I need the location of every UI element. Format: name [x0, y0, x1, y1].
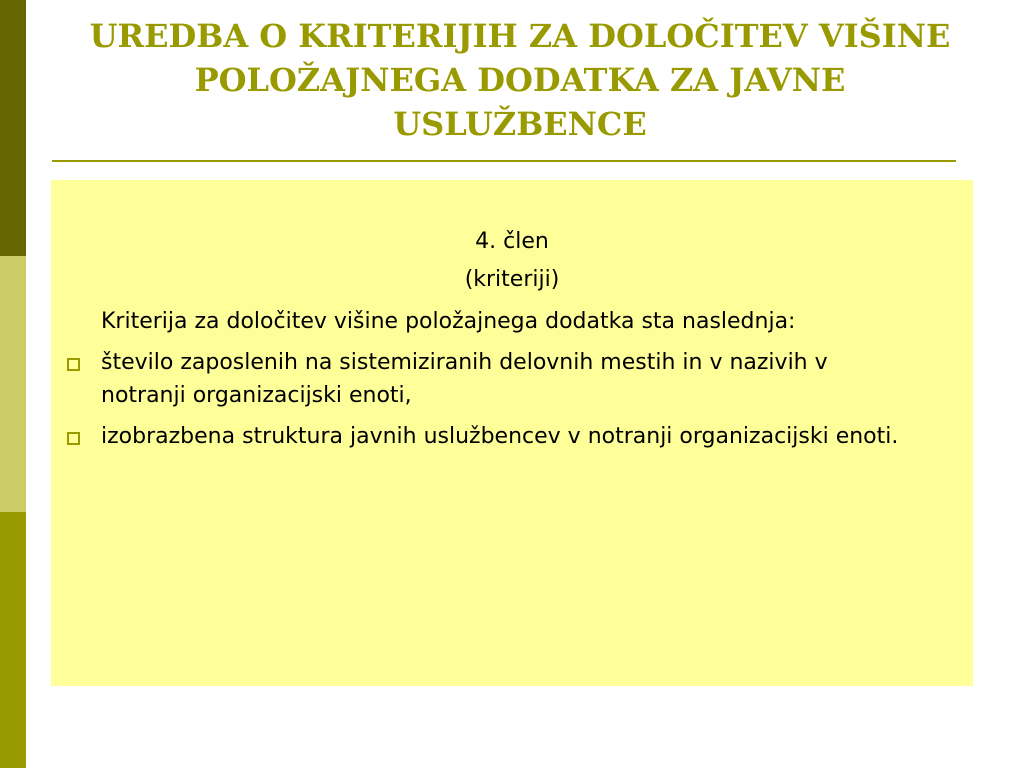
- decorative-strip-bottom: [0, 512, 26, 768]
- decorative-strip-top: [0, 0, 26, 256]
- hollow-square-icon: [67, 432, 80, 445]
- decorative-strip-middle: [0, 256, 26, 512]
- article-number: 4. člen: [475, 229, 549, 254]
- bullet-list: [51, 346, 973, 453]
- article-subtitle: (kriteriji): [464, 267, 560, 292]
- content-box: [51, 180, 973, 686]
- slide-title: UREDBA O KRITERIJIH ZA DOLOČITEV VIŠINE POLOŽAJNEGA DODATKA ZA JAVNE USLUŽBENCE: [89, 17, 951, 143]
- bullet-text: izobrazbena struktura javnih uslužbencev v notranji organizacijski enoti.: [101, 424, 899, 449]
- content-body: [51, 225, 973, 461]
- hollow-square-icon: [67, 358, 80, 371]
- bullet-item: [51, 420, 973, 453]
- title-divider: [52, 160, 956, 162]
- intro-paragraph: Kriterija za določitev višine položajnega dodatka sta naslednja:: [101, 309, 796, 334]
- bullet-text: število zaposlenih na sistemiziranih delovnih mestih in v nazivih v notranji organizacijski enoti,: [101, 350, 828, 408]
- bullet-item: [51, 346, 973, 412]
